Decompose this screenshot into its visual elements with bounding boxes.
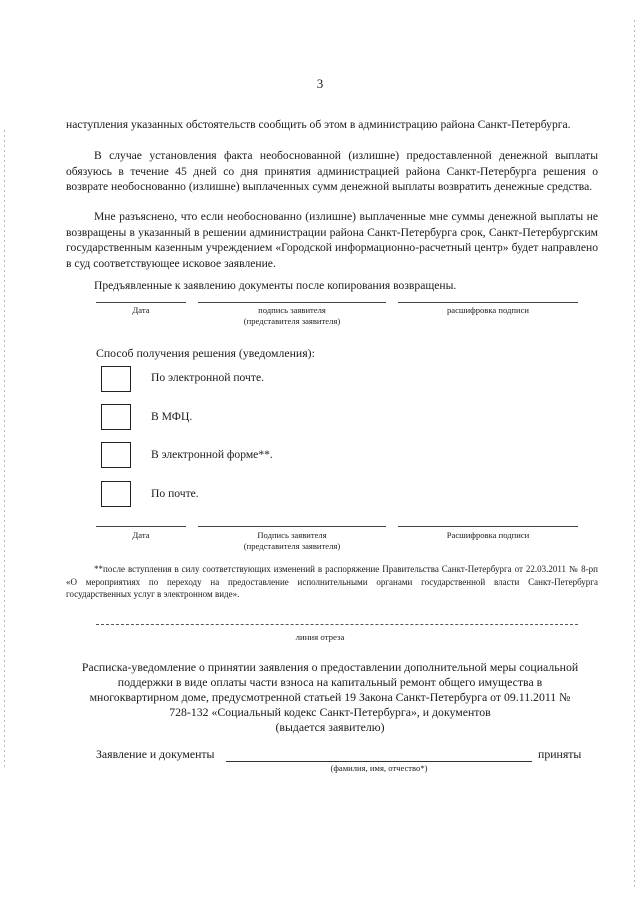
receipt-note: (выдается заявителю) bbox=[275, 720, 385, 734]
accepted-label: Заявление и документы bbox=[96, 747, 215, 761]
scan-edge-left bbox=[4, 130, 5, 770]
decode-caption-2: Расшифровка подписи bbox=[446, 530, 530, 540]
date-caption-1: Дата bbox=[132, 305, 150, 315]
date-caption-2: Дата bbox=[132, 530, 150, 540]
signature-caption-1-line2: (представителя заявителя) bbox=[243, 316, 341, 326]
checkbox-electronic[interactable] bbox=[101, 442, 131, 468]
signature-caption-1 bbox=[198, 305, 386, 327]
paragraph-court-text: Мне разъяснено, что если необоснованно (излишне) выплаченные мне суммы денежной выплаты не возвращены в указанный в решении администрации района Санкт-Петербурга срок, Санкт-Петербургским государственным казенным учреждением «Городской информационно-расчетный центр» будет направлено в суд соответствующее исковое заявление. bbox=[66, 210, 598, 270]
signature-line-1 bbox=[198, 302, 386, 303]
signature-line-2 bbox=[198, 526, 386, 527]
receipt-title-block bbox=[80, 660, 580, 735]
paragraph-notify: наступления указанных обстоятельств сообщить об этом в администрацию района Санкт-Петербурга. bbox=[66, 118, 571, 131]
decode-caption-1: расшифровка подписи bbox=[446, 305, 529, 315]
fio-input-line[interactable] bbox=[226, 761, 532, 762]
receipt-title: Расписка-уведомление о принятии заявления о предоставлении дополнительной меры социальной поддержки в виде оплаты части взноса на капитальный ремонт общего имущества в многоквартирном доме, предусмотренной статьей 19 Закона Санкт-Петербурга от 09.11.2011 № 728-132 «Социальный кодекс Санкт-Петербурга», и документов bbox=[81, 660, 579, 719]
signature-caption-2 bbox=[198, 530, 386, 552]
signature-caption-2-line1: Подпись заявителя bbox=[257, 530, 327, 540]
paragraph-court bbox=[66, 209, 598, 271]
footnote-mark: ** bbox=[94, 564, 103, 574]
fio-caption: (фамилия, имя, отчество*) bbox=[330, 763, 428, 773]
checkbox-mfc-label: В МФЦ. bbox=[151, 410, 193, 423]
cut-line-label: линия отреза bbox=[295, 632, 345, 642]
delivery-method-heading: Способ получения решения (уведомления): bbox=[96, 346, 315, 360]
scan-edge-right bbox=[634, 20, 635, 890]
checkbox-post[interactable] bbox=[101, 481, 131, 507]
checkbox-post-label: По почте. bbox=[151, 487, 199, 500]
signature-caption-1-line1: подпись заявителя bbox=[258, 305, 326, 315]
paragraph-refund-text: В случае установления факта необоснованной (излишне) предоставленной денежной выплаты обязуюсь в течение 45 дней со дня принятия администрацией района Санкт-Петербурга решения о возврате необоснованно (излишне) выплаченных сумм денежной выплаты возвратить денежные средства. bbox=[66, 149, 598, 193]
page-number: 3 bbox=[316, 76, 324, 91]
paragraph-documents-returned bbox=[66, 278, 598, 294]
date-line-1 bbox=[96, 302, 186, 303]
date-line-2 bbox=[96, 526, 186, 527]
footnote-text: после вступления в силу соответствующих изменений в распоряжение Правительства Санкт-Петербурга от 22.03.2011 № 8-рп «О мероприятиях по переходу на предоставление исполнительными органами государственной власти Санкт-Петербурга государственных услуг в электронном виде». bbox=[66, 564, 598, 599]
checkbox-email-label: По электронной почте. bbox=[151, 371, 264, 384]
paragraph-refund bbox=[66, 148, 598, 195]
checkbox-email[interactable] bbox=[101, 366, 131, 392]
cut-line bbox=[96, 624, 578, 625]
footnote bbox=[66, 563, 598, 601]
signature-caption-2-line2: (представителя заявителя) bbox=[243, 541, 341, 551]
decode-line-1 bbox=[398, 302, 578, 303]
paragraph-documents-text: Предъявленные к заявлению документы после копирования возвращены. bbox=[94, 279, 457, 292]
accepted-word: приняты bbox=[538, 747, 582, 761]
checkbox-mfc[interactable] bbox=[101, 404, 131, 430]
decode-line-2 bbox=[398, 526, 578, 527]
checkbox-electronic-label: В электронной форме**. bbox=[151, 448, 273, 461]
